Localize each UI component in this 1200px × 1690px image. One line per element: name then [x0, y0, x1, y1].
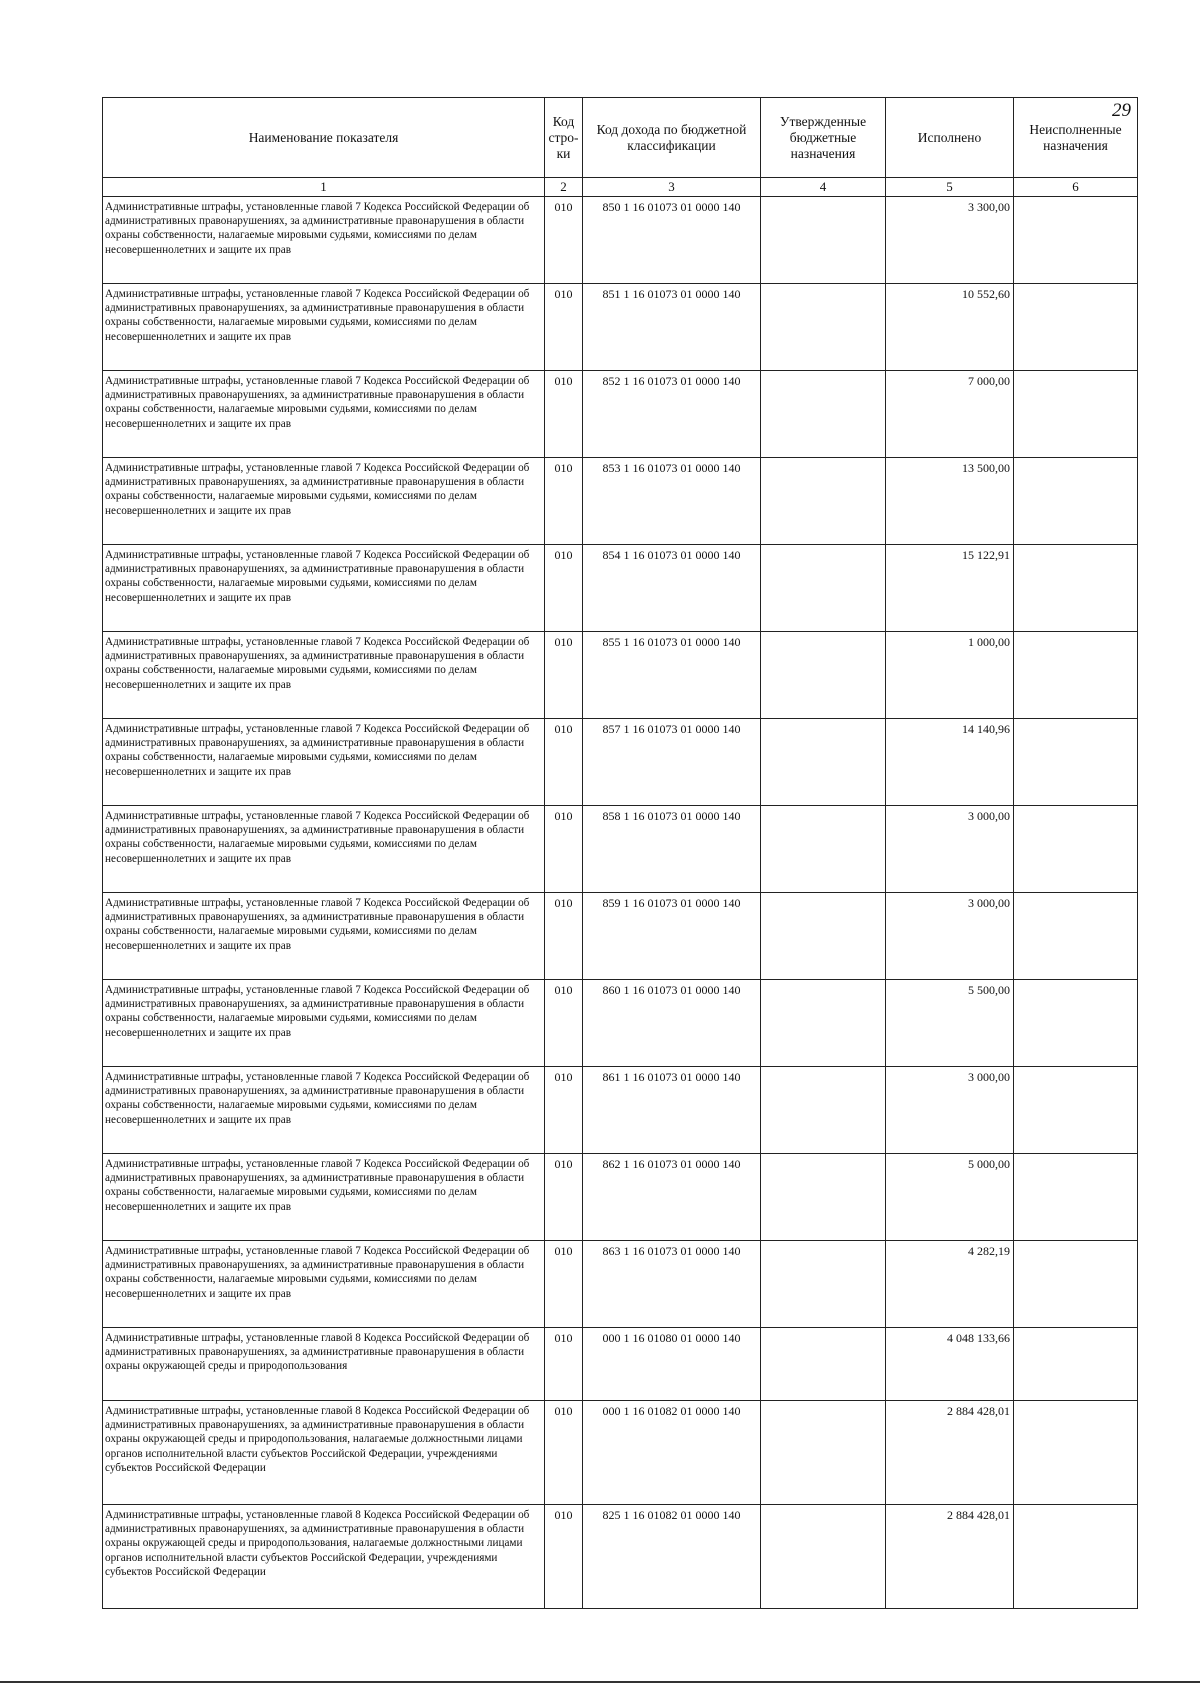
approved-amount-cell [761, 893, 886, 980]
executed-amount-cell: 5 000,00 [886, 1154, 1014, 1241]
approved-amount-cell [761, 719, 886, 806]
approved-amount-cell [761, 980, 886, 1067]
executed-amount-cell: 15 122,91 [886, 545, 1014, 632]
executed-amount-cell: 13 500,00 [886, 458, 1014, 545]
executed-amount-cell: 2 884 428,01 [886, 1401, 1014, 1505]
income-code-cell: 858 1 16 01073 01 0000 140 [583, 806, 761, 893]
unexecuted-amount-cell [1014, 806, 1138, 893]
indicator-name-cell: Административные штрафы, установленные главой 7 Кодекса Российской Федерации об административных правонарушениях, за административные правонарушения в области охраны собственности, налагаемые мировыми судьями, комиссиями по делам несовершеннолетних и защите их прав [103, 806, 545, 893]
header-name: Наименование показателя [103, 98, 545, 178]
approved-amount-cell [761, 284, 886, 371]
indicator-name-cell: Административные штрафы, установленные главой 7 Кодекса Российской Федерации об административных правонарушениях, за административные правонарушения в области охраны собственности, налагаемые мировыми судьями, комиссиями по делам несовершеннолетних и защите их прав [103, 980, 545, 1067]
executed-amount-cell: 2 884 428,01 [886, 1505, 1014, 1609]
income-code-cell: 000 1 16 01080 01 0000 140 [583, 1328, 761, 1401]
line-code-cell: 010 [545, 545, 583, 632]
table-row [103, 458, 1138, 545]
column-number: 1 [103, 178, 545, 197]
header-line-code: Код стро-ки [545, 98, 583, 178]
approved-amount-cell [761, 197, 886, 284]
line-code-cell: 010 [545, 1328, 583, 1401]
income-code-cell: 000 1 16 01082 01 0000 140 [583, 1401, 761, 1505]
table-row [103, 1154, 1138, 1241]
executed-amount-cell: 7 000,00 [886, 371, 1014, 458]
indicator-name-cell: Административные штрафы, установленные главой 7 Кодекса Российской Федерации об административных правонарушениях, за административные правонарушения в области охраны собственности, налагаемые мировыми судьями, комиссиями по делам несовершеннолетних и защите их прав [103, 458, 545, 545]
unexecuted-amount-cell [1014, 632, 1138, 719]
approved-amount-cell [761, 1328, 886, 1401]
approved-amount-cell [761, 458, 886, 545]
unexecuted-amount-cell [1014, 980, 1138, 1067]
unexecuted-amount-cell [1014, 1241, 1138, 1328]
line-code-cell: 010 [545, 458, 583, 545]
approved-amount-cell [761, 1067, 886, 1154]
line-code-cell: 010 [545, 893, 583, 980]
income-code-cell: 860 1 16 01073 01 0000 140 [583, 980, 761, 1067]
indicator-name-cell: Административные штрафы, установленные главой 8 Кодекса Российской Федерации об административных правонарушениях, за административные правонарушения в области охраны окружающей среды и природопользования, налагаемые должностными лицами органов исполнительной власти субъектов Российской Федерации, учреждениями субъектов Российской Федерации [103, 1505, 545, 1609]
table-row [103, 284, 1138, 371]
table-row [103, 632, 1138, 719]
unexecuted-amount-cell [1014, 1154, 1138, 1241]
income-code-cell: 854 1 16 01073 01 0000 140 [583, 545, 761, 632]
indicator-name-cell: Административные штрафы, установленные главой 7 Кодекса Российской Федерации об административных правонарушениях, за административные правонарушения в области охраны собственности, налагаемые мировыми судьями, комиссиями по делам несовершеннолетних и защите их прав [103, 1067, 545, 1154]
income-code-cell: 861 1 16 01073 01 0000 140 [583, 1067, 761, 1154]
line-code-cell: 010 [545, 1067, 583, 1154]
indicator-name-cell: Административные штрафы, установленные главой 7 Кодекса Российской Федерации об административных правонарушениях, за административные правонарушения в области охраны собственности, налагаемые мировыми судьями, комиссиями по делам несовершеннолетних и защите их прав [103, 371, 545, 458]
page-number: 29 [1112, 100, 1131, 121]
income-code-cell: 850 1 16 01073 01 0000 140 [583, 197, 761, 284]
unexecuted-amount-cell [1014, 284, 1138, 371]
table-header-row [103, 98, 1138, 178]
income-code-cell: 851 1 16 01073 01 0000 140 [583, 284, 761, 371]
indicator-name-cell: Административные штрафы, установленные главой 7 Кодекса Российской Федерации об административных правонарушениях, за административные правонарушения в области охраны собственности, налагаемые мировыми судьями, комиссиями по делам несовершеннолетних и защите их прав [103, 632, 545, 719]
unexecuted-amount-cell [1014, 371, 1138, 458]
unexecuted-amount-cell [1014, 1401, 1138, 1505]
header-approved: Утвержденные бюджетные назначения [761, 98, 886, 178]
table-row [103, 806, 1138, 893]
unexecuted-amount-cell [1014, 458, 1138, 545]
column-number: 4 [761, 178, 886, 197]
unexecuted-amount-cell [1014, 545, 1138, 632]
unexecuted-amount-cell [1014, 1328, 1138, 1401]
executed-amount-cell: 14 140,96 [886, 719, 1014, 806]
approved-amount-cell [761, 806, 886, 893]
line-code-cell: 010 [545, 632, 583, 719]
income-code-cell: 852 1 16 01073 01 0000 140 [583, 371, 761, 458]
table-row [103, 1328, 1138, 1401]
unexecuted-amount-cell [1014, 197, 1138, 284]
indicator-name-cell: Административные штрафы, установленные главой 7 Кодекса Российской Федерации об административных правонарушениях, за административные правонарушения в области охраны собственности, налагаемые мировыми судьями, комиссиями по делам несовершеннолетних и защите их прав [103, 197, 545, 284]
approved-amount-cell [761, 1505, 886, 1609]
executed-amount-cell: 3 000,00 [886, 806, 1014, 893]
header-income-code: Код дохода по бюджетной классификации [583, 98, 761, 178]
income-code-cell: 825 1 16 01082 01 0000 140 [583, 1505, 761, 1609]
approved-amount-cell [761, 371, 886, 458]
table-row [103, 545, 1138, 632]
column-number: 6 [1014, 178, 1138, 197]
indicator-name-cell: Административные штрафы, установленные главой 7 Кодекса Российской Федерации об административных правонарушениях, за административные правонарушения в области охраны собственности, налагаемые мировыми судьями, комиссиями по делам несовершеннолетних и защите их прав [103, 284, 545, 371]
approved-amount-cell [761, 1154, 886, 1241]
indicator-name-cell: Административные штрафы, установленные главой 8 Кодекса Российской Федерации об административных правонарушениях, за административные правонарушения в области охраны окружающей среды и природопользования [103, 1328, 545, 1401]
table-row [103, 719, 1138, 806]
income-code-cell: 862 1 16 01073 01 0000 140 [583, 1154, 761, 1241]
header-unexecuted: Неисполненные назначения [1014, 98, 1138, 178]
unexecuted-amount-cell [1014, 1505, 1138, 1609]
indicator-name-cell: Административные штрафы, установленные главой 7 Кодекса Российской Федерации об административных правонарушениях, за административные правонарушения в области охраны собственности, налагаемые мировыми судьями, комиссиями по делам несовершеннолетних и защите их прав [103, 719, 545, 806]
column-number-row [103, 178, 1138, 197]
executed-amount-cell: 4 048 133,66 [886, 1328, 1014, 1401]
line-code-cell: 010 [545, 1505, 583, 1609]
executed-amount-cell: 3 300,00 [886, 197, 1014, 284]
income-code-cell: 863 1 16 01073 01 0000 140 [583, 1241, 761, 1328]
approved-amount-cell [761, 1241, 886, 1328]
indicator-name-cell: Административные штрафы, установленные главой 7 Кодекса Российской Федерации об административных правонарушениях, за административные правонарушения в области охраны собственности, налагаемые мировыми судьями, комиссиями по делам несовершеннолетних и защите их прав [103, 1154, 545, 1241]
unexecuted-amount-cell [1014, 893, 1138, 980]
line-code-cell: 010 [545, 371, 583, 458]
table-row [103, 980, 1138, 1067]
line-code-cell: 010 [545, 980, 583, 1067]
table-row [103, 1067, 1138, 1154]
table-row [103, 1505, 1138, 1609]
line-code-cell: 010 [545, 1154, 583, 1241]
executed-amount-cell: 10 552,60 [886, 284, 1014, 371]
approved-amount-cell [761, 632, 886, 719]
line-code-cell: 010 [545, 284, 583, 371]
indicator-name-cell: Административные штрафы, установленные главой 7 Кодекса Российской Федерации об административных правонарушениях, за административные правонарушения в области охраны собственности, налагаемые мировыми судьями, комиссиями по делам несовершеннолетних и защите их прав [103, 893, 545, 980]
income-code-cell: 853 1 16 01073 01 0000 140 [583, 458, 761, 545]
income-code-cell: 857 1 16 01073 01 0000 140 [583, 719, 761, 806]
budget-report-table [102, 97, 1138, 1609]
executed-amount-cell: 3 000,00 [886, 1067, 1014, 1154]
unexecuted-amount-cell [1014, 1067, 1138, 1154]
table-row [103, 1401, 1138, 1505]
approved-amount-cell [761, 1401, 886, 1505]
indicator-name-cell: Административные штрафы, установленные главой 8 Кодекса Российской Федерации об административных правонарушениях, за административные правонарушения в области охраны окружающей среды и природопользования, налагаемые должностными лицами органов исполнительной власти субъектов Российской Федерации, учреждениями субъектов Российской Федерации [103, 1401, 545, 1505]
table-row [103, 1241, 1138, 1328]
executed-amount-cell: 3 000,00 [886, 893, 1014, 980]
executed-amount-cell: 5 500,00 [886, 980, 1014, 1067]
indicator-name-cell: Административные штрафы, установленные главой 7 Кодекса Российской Федерации об административных правонарушениях, за административные правонарушения в области охраны собственности, налагаемые мировыми судьями, комиссиями по делам несовершеннолетних и защите их прав [103, 545, 545, 632]
line-code-cell: 010 [545, 719, 583, 806]
executed-amount-cell: 4 282,19 [886, 1241, 1014, 1328]
income-code-cell: 859 1 16 01073 01 0000 140 [583, 893, 761, 980]
table-row [103, 371, 1138, 458]
approved-amount-cell [761, 545, 886, 632]
line-code-cell: 010 [545, 806, 583, 893]
line-code-cell: 010 [545, 1401, 583, 1505]
table-row [103, 893, 1138, 980]
line-code-cell: 010 [545, 197, 583, 284]
line-code-cell: 010 [545, 1241, 583, 1328]
table-row [103, 197, 1138, 284]
header-executed: Исполнено [886, 98, 1014, 178]
column-number: 2 [545, 178, 583, 197]
indicator-name-cell: Административные штрафы, установленные главой 7 Кодекса Российской Федерации об административных правонарушениях, за административные правонарушения в области охраны собственности, налагаемые мировыми судьями, комиссиями по делам несовершеннолетних и защите их прав [103, 1241, 545, 1328]
column-number: 3 [583, 178, 761, 197]
scan-edge-line [0, 1681, 1200, 1683]
column-number: 5 [886, 178, 1014, 197]
unexecuted-amount-cell [1014, 719, 1138, 806]
income-code-cell: 855 1 16 01073 01 0000 140 [583, 632, 761, 719]
executed-amount-cell: 1 000,00 [886, 632, 1014, 719]
